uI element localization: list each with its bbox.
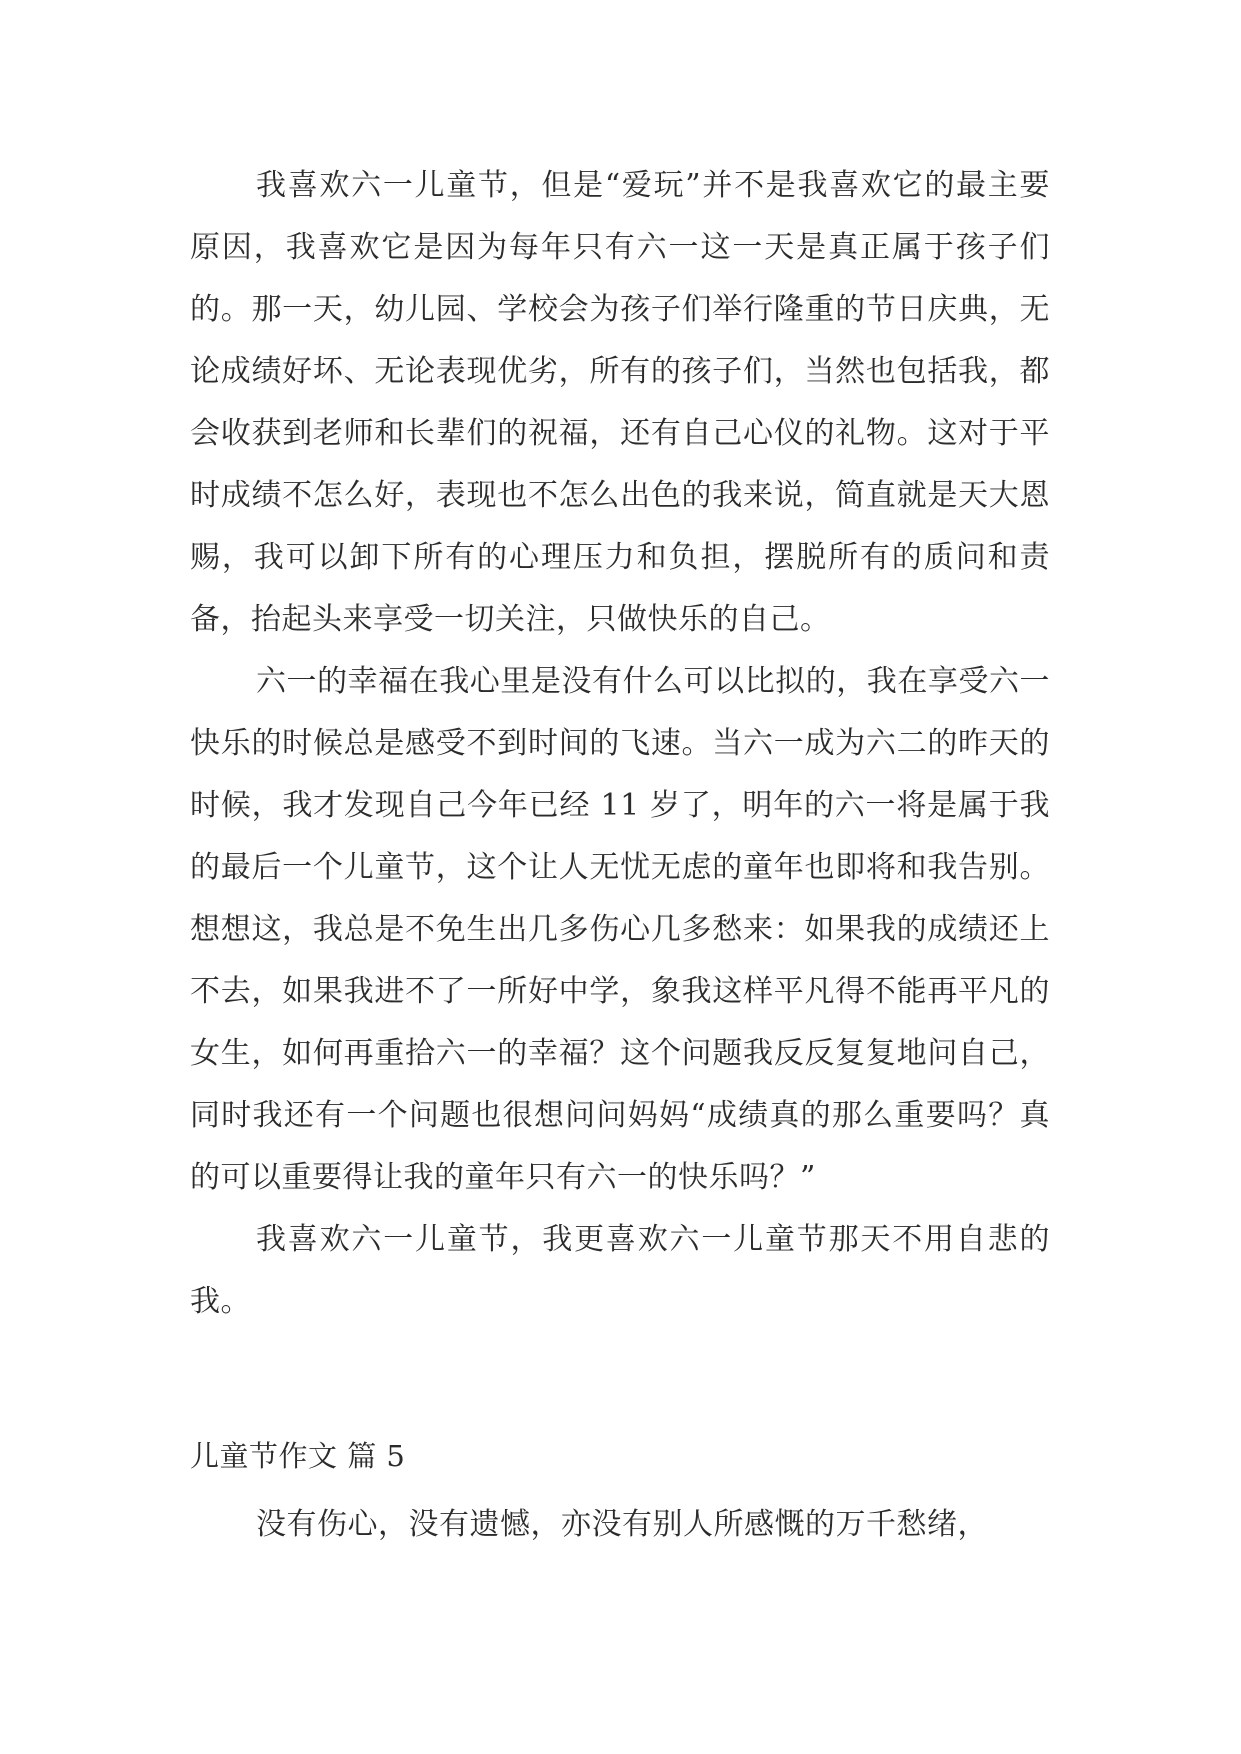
paragraph-3: 我喜欢六一儿童节，我更喜欢六一儿童节那天不用自悲的我。 — [190, 1222, 1050, 1319]
section-heading: 儿童节作文 篇 5 — [190, 1439, 406, 1473]
essay-body — [190, 155, 1050, 1333]
paragraph-next-start: 没有伤心，没有遗憾，亦没有别人所感慨的万千愁绪， — [256, 1507, 988, 1542]
next-essay-body — [190, 1494, 1050, 1556]
paragraph-1: 我喜欢六一儿童节，但是“爱玩”并不是我喜欢它的最主要原因，我喜欢它是因为每年只有六一这一天是真正属于孩子们的。那一天，幼儿园、学校会为孩子们举行隆重的节日庆典，无论成绩好坏、无论表现优劣，所有的孩子们，当然也包括我，都会收获到老师和长辈们的祝福，还有自己心仪的礼物。这对于平时成绩不怎么好，表现也不怎么出色的我来说，简直就是天大恩赐，我可以卸下所有的心理压力和负担，摆脱所有的质问和责备，抬起头来享受一切关注，只做快乐的自己。 — [190, 168, 1050, 637]
paragraph-2: 六一的幸福在我心里是没有什么可以比拟的，我在享受六一快乐的时候总是感受不到时间的飞速。当六一成为六二的昨天的时候，我才发现自己今年已经 11 岁了，明年的六一将是属于我的最后一个儿童节，这个让人无忧无虑的童年也即将和我告别。想想这，我总是不免生出几多伤心几多愁来：如果我的成绩还上不去，如果我进不了一所好中学，象我这样平凡得不能再平凡的女生，如何再重拾六一的幸福？这个问题我反反复复地问自己，同时我还有一个问题也很想问问妈妈“成绩真的那么重要吗？真的可以重要得让我的童年只有六一的快乐吗？” — [190, 664, 1050, 1195]
